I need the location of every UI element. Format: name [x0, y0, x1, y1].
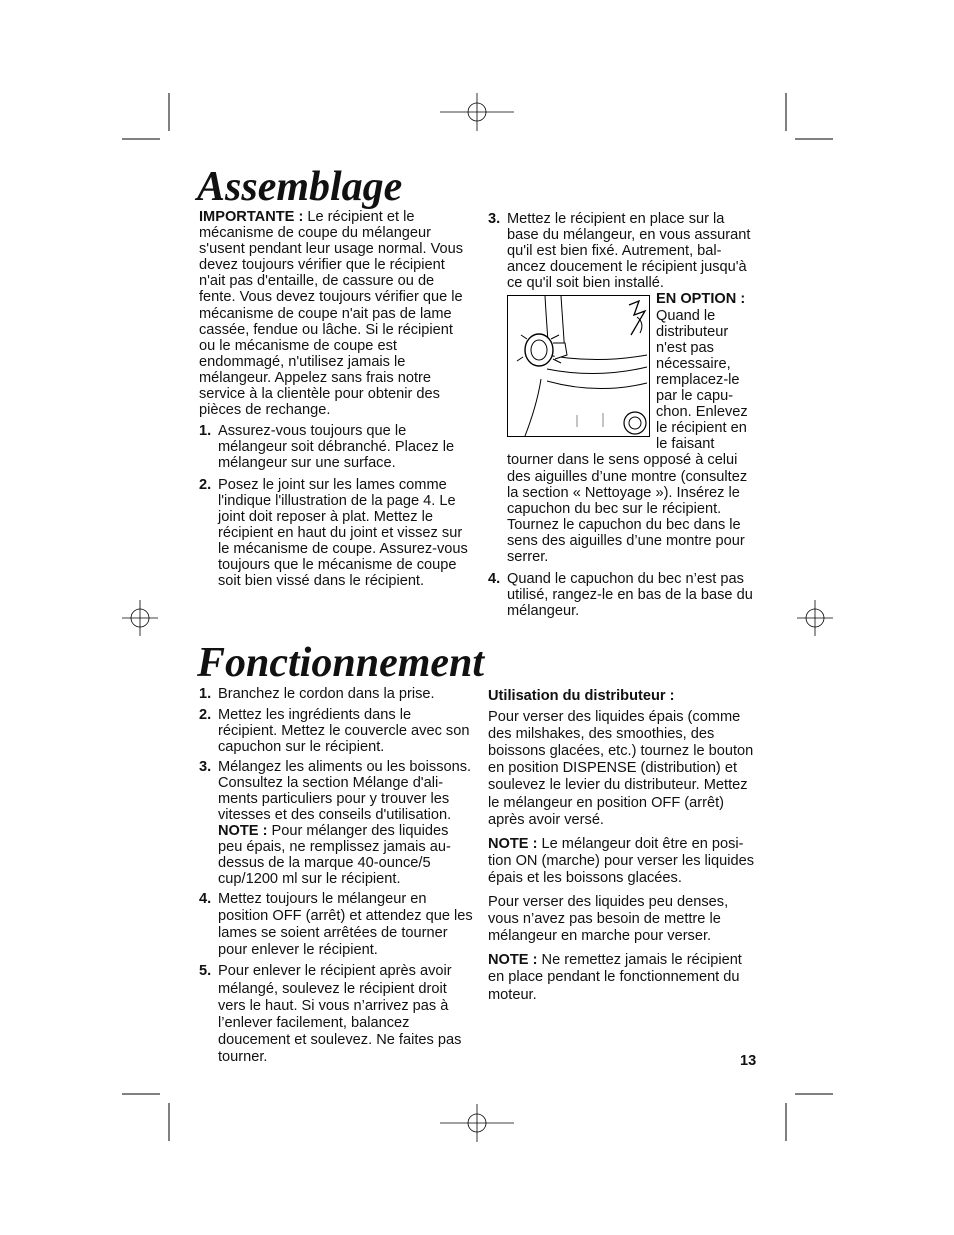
fonctionnement-left-column: [199, 686, 473, 1070]
step-text: Posez le joint sur les lames comme l'indique l'illustration de la page 4. Le joint doit reposer à plat. Mettez le récipient en haut du joint et vissez sur le mécanisme de coupe. Assurez-vous toujours que le mécanisme de coupe soit bien vissé dans le récipient.: [218, 476, 468, 590]
registration-mark-left: [122, 600, 158, 636]
list-item: [199, 686, 473, 703]
list-item: [199, 707, 473, 755]
note-text: Pour mélanger des liquides peu épais, ne remplissez jamais au-dessus de la marque 40-ounce/5 cup/1200 ml sur le récipient.: [218, 823, 451, 888]
distributeur-paragraph-2: Pour verser des liquides peu denses, vous n’avez pas besoin de mettre le mélangeur en marche pour verser.: [488, 894, 729, 945]
registration-mark-bottom: [440, 1104, 514, 1142]
fonctionnement-right-column: [488, 688, 756, 1011]
assemblage-steps-right: [488, 211, 755, 619]
step-text: Mélangez les aliments ou les boissons. Consultez la section Mélange d'aliments particuliers pour y trouver les vitesses et des conseils d'utilisation.: [218, 759, 472, 824]
list-item: [199, 423, 471, 471]
list-item: [199, 963, 473, 1066]
registration-mark-top: [440, 93, 514, 131]
step-number: 1.: [199, 686, 212, 702]
assemblage-steps-left: [199, 423, 471, 589]
importante-paragraph: [199, 209, 471, 418]
option-text: Quand le distributeur n'est pas nécessaire, remplacez-le par le capuchon. Enlevez le récipient en le faisant tourner dans le sens opposé à celui des aiguilles d’une montre (consultez la section « Nettoyage »). Insérez le capuchon du bec sur le récipient. Tournez le capuchon du bec dans le sens des aiguilles d’une montre pour serrer.: [507, 307, 748, 565]
page-number: 13: [740, 1053, 757, 1069]
step-number: 5.: [199, 963, 212, 980]
note-text: Le mélangeur doit être en position ON (marche) pour verser les liquides épais et les boissons glacées.: [488, 835, 755, 886]
distributeur-note-2: [488, 952, 756, 1003]
note-text: Ne remettez jamais le récipient en place pendant le fonctionnement du moteur.: [488, 952, 742, 1003]
note-label: NOTE :: [488, 835, 538, 852]
step-text: Branchez le cordon dans la prise.: [218, 686, 435, 702]
step-text: Mettez les ingrédients dans le récipient. Mettez le couvercle avec son capuchon sur le récipient.: [218, 707, 470, 756]
step-text: Assurez-vous toujours que le mélangeur soit débranché. Placez le mélangeur sur une surface.: [218, 423, 455, 472]
step-text: Quand le capuchon du bec n’est pas utilisé, rangez-le en bas de la base du mélangeur.: [507, 571, 753, 620]
step-number: 4.: [488, 571, 501, 588]
distributeur-heading: Utilisation du distributeur :: [488, 688, 675, 704]
fonctionnement-title: Fonctionnement: [197, 640, 485, 686]
distributeur-note-1: [488, 836, 756, 887]
list-item: [488, 571, 755, 619]
assemblage-left-column: [199, 209, 471, 594]
step-text: Mettez toujours le mélangeur en position OFF (arrêt) et attendez que les lames se soient arrêtées de tourner pour enlever le récipient.: [218, 891, 473, 959]
assemblage-title: Assemblage: [197, 164, 403, 210]
list-item: [199, 891, 473, 959]
step-number: 3.: [199, 759, 212, 776]
importante-text: Le récipient et le mécanisme de coupe du mélangeur s'usent pendant leur usage normal. Vous devez toujours vérifier que le récipient n'ait pas d'entaille, de cassure ou de fente. Vous devez toujours vérifier que le mécanisme de coupe n'ait pas de lame cassée, fendue ou lâche. Si le récipient ou le mécanisme de coupe est endommagé, n'utilisez jamais le mélangeur. Appelez sans frais notre service à la clientèle pour obtenir des pièces de rechange.: [199, 209, 464, 419]
list-item: [199, 477, 471, 590]
registration-mark-right: [797, 600, 833, 636]
importante-label: IMPORTANTE :: [199, 209, 304, 225]
option-label: EN OPTION :: [656, 291, 746, 308]
list-item: [488, 211, 755, 565]
assemblage-right-column: [488, 211, 755, 624]
step-number: 3.: [488, 211, 501, 227]
step-text: Pour enlever le récipient après avoir mélangé, soulevez le récipient droit vers le haut. Si vous n’arrivez pas à l’enlever facilement, balancez doucement et soulevez. Ne faites pas tourner.: [218, 963, 462, 1065]
distributeur-paragraph-1: Pour verser des liquides épais (comme des milshakes, des smoothies, des boissons glacées, etc.) tournez le bouton en position DISPENSE (distribution) et soulevez le levier du distributeur. Mettez le mélangeur en position OFF (arrêt) après avoir versé.: [488, 709, 754, 828]
note-label: NOTE :: [488, 952, 538, 969]
fonctionnement-steps: [199, 686, 473, 1066]
step-number: 1.: [199, 423, 212, 440]
step-number: 2.: [199, 476, 212, 493]
list-item: [199, 759, 473, 887]
note-label: NOTE :: [218, 823, 268, 840]
step-number: 4.: [199, 891, 212, 908]
step-text: Mettez le récipient en place sur la base du mélangeur, en vous assurant qu'il est bien fixé. Autrement, balancez doucement le récipient jusqu'à ce qu'il soit bien installé.: [507, 211, 751, 292]
blender-spout-illustration: [507, 295, 650, 437]
step-number: 2.: [199, 707, 212, 724]
